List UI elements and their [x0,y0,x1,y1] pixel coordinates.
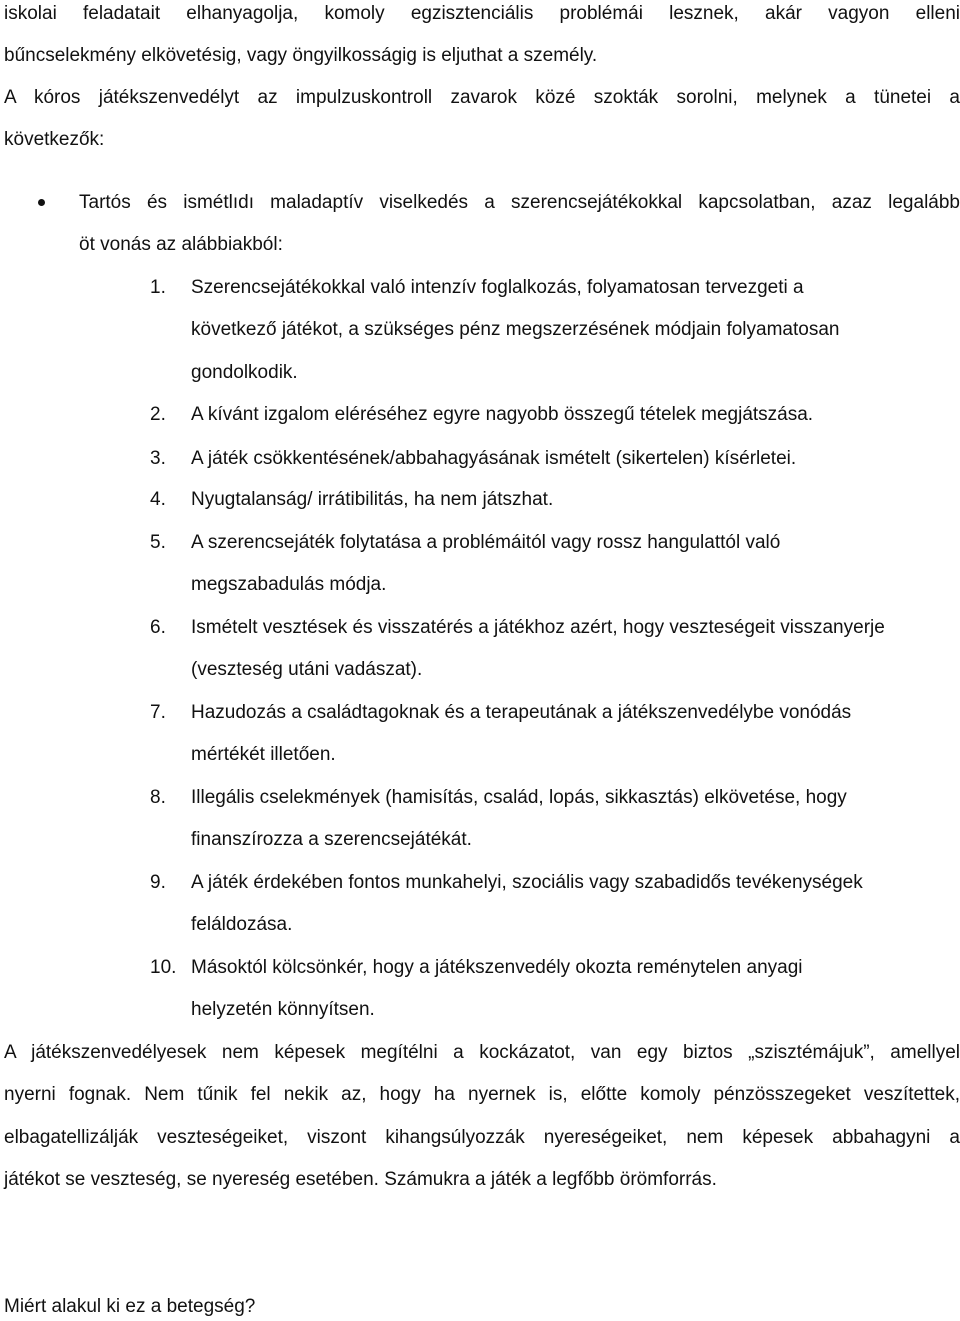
list-item-text: finanszírozza a szerencsejátékát. [191,829,472,850]
list-item-number: 8. [150,787,166,808]
list-item-text: Ismételt vesztések és visszatérés a játékhoz azért, hogy veszteségeit visszanyerje [191,617,885,638]
list-item-number: 10. [150,957,177,978]
list-item-text: A játék érdekében fontos munkahelyi, szociális vagy szabadidős tevékenységek [191,872,863,893]
closing-line-4: játékot se veszteség, se nyereség esetében. Számukra a játék a legfőbb örömforrás. [4,1169,717,1190]
list-item-text: Nyugtalanság/ irrátibilitás, ha nem játszhat. [191,489,554,510]
list-item-number: 3. [150,448,166,469]
intro-line-4: következők: [4,129,105,150]
bullet-line-1: Tartós és ismétlıdı maladaptív viselkedés a szerencsejátékokkal kapcsolatban, azaz legalább [79,192,960,213]
closing-line-1: A játékszenvedélyesek nem képesek megítélni a kockázatot, van egy biztos „szisztémájuk”, amellyel [4,1042,960,1063]
list-item-text: A kívánt izgalom eléréséhez egyre nagyobb összegű tételek megjátszása. [191,404,814,425]
intro-line-3: A kóros játékszenvedélyt az impulzuskontroll zavarok közé szokták sorolni, melynek a tünetei a [4,87,960,108]
list-item-text: Hazudozás a családtagoknak és a terapeutának a játékszenvedélybe vonódás [191,702,852,723]
list-item-text: következő játékot, a szükséges pénz megszerzésének módjain folyamatosan [191,319,840,340]
list-item-text: helyzetén könnyítsen. [191,999,375,1020]
list-item-number: 6. [150,617,166,638]
list-item-text: A szerencsejáték folytatása a problémáitól vagy rossz hangulattól való [191,532,781,553]
bullet-icon [38,199,45,206]
list-item-text: feláldozása. [191,914,293,935]
list-item-text: Másoktól kölcsönkér, hogy a játékszenvedély okozta reménytelen anyagi [191,957,803,978]
list-item-number: 1. [150,277,166,298]
list-item-text: mértékét illetően. [191,744,336,765]
list-item-number: 9. [150,872,166,893]
list-item-text: Illegális cselekmények (hamisítás, család, lopás, sikkasztás) elkövetése, hogy [191,787,847,808]
intro-line-2: bűncselekmény elkövetésig, vagy öngyilkosságig is eljuthat a személy. [4,45,598,66]
list-item-text: (veszteség utáni vadászat). [191,659,423,680]
intro-line-1: iskolai feladatait elhanyagolja, komoly egzisztenciális problémái lesznek, akár vagyon elleni [4,3,960,24]
list-item-text: megszabadulás módja. [191,574,387,595]
list-item-number: 2. [150,404,166,425]
list-item-text: gondolkodik. [191,362,298,383]
closing-line-3: elbagatellizálják veszteségeiket, viszont kihangsúlyozzák nyereségeiket, nem képesek abbahagyni a [4,1127,960,1148]
list-item-text: Szerencsejátékokkal való intenzív foglalkozás, folyamatosan tervezgeti a [191,277,804,298]
list-item-number: 4. [150,489,166,510]
section-question: Miért alakul ki ez a betegség? [4,1296,256,1317]
closing-line-2: nyerni fognak. Nem tűnik fel nekik az, hogy ha nyernek is, előtte komoly pénzösszegeket veszítettek, [4,1084,960,1105]
list-item-number: 5. [150,532,166,553]
list-item-number: 7. [150,702,166,723]
list-item-text: A játék csökkentésének/abbahagyásának ismételt (sikertelen) kísérletei. [191,448,797,469]
bullet-line-2: öt vonás az alábbiakból: [79,234,283,255]
